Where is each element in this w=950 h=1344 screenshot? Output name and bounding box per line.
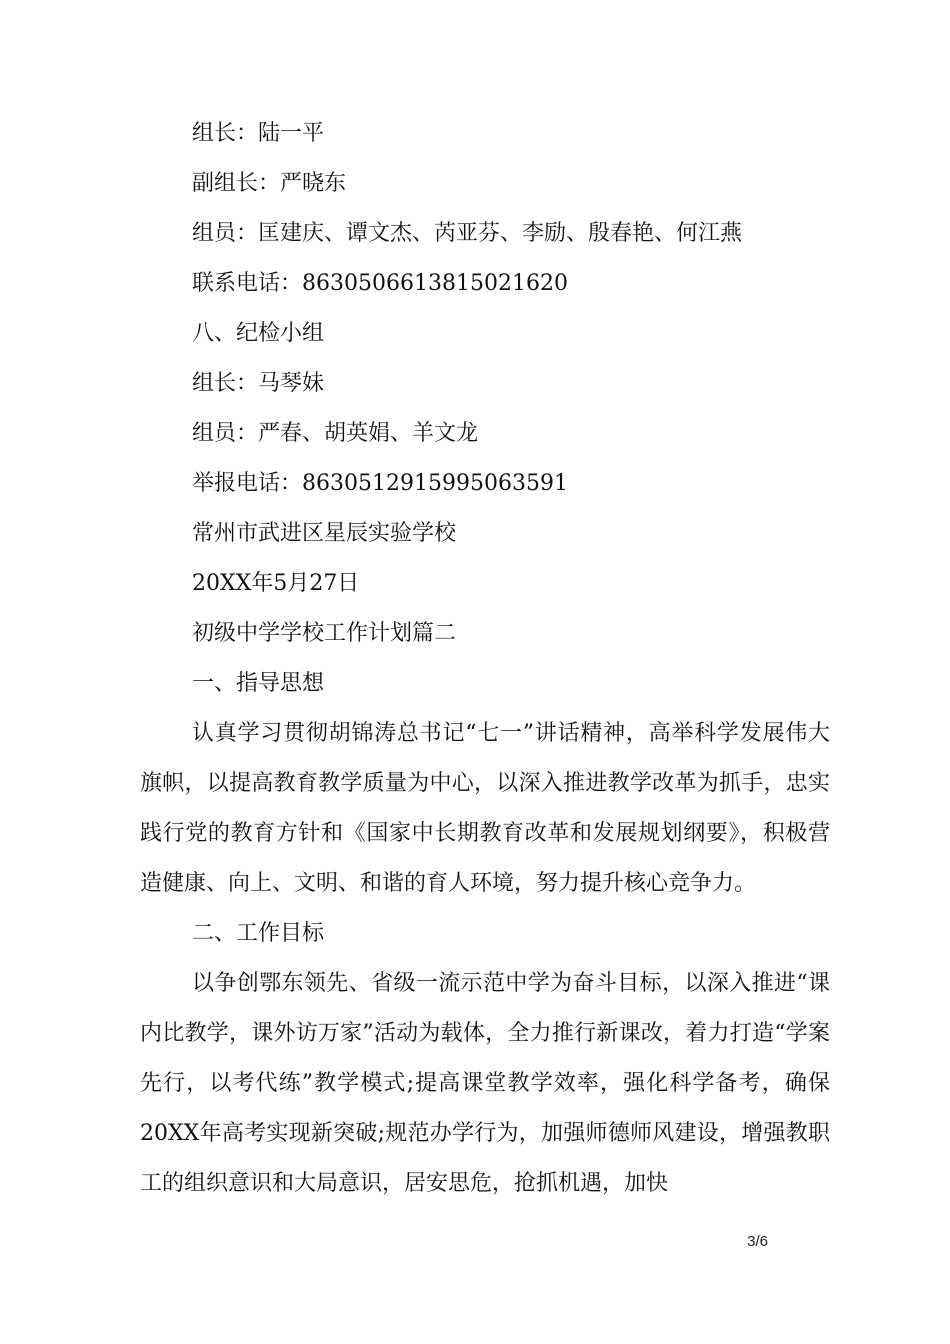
school-name-line: 常州市武进区星辰实验学校 bbox=[192, 521, 457, 546]
section-heading-work-goals: 二、工作目标 bbox=[192, 921, 325, 946]
deputy-leader-line: 副组长：严晓东 bbox=[192, 171, 347, 196]
section-heading-eight: 八、纪检小组 bbox=[192, 321, 325, 346]
work-goals-paragraph: 以争创鄂东领先、省级一流示范中学为奋斗目标，以深入推进“课内比教学，课外访万家”活动为载体，全力推行新课改，着力打造“学案先行，以考代练”教学模式;提高课堂教学效率，强化科学备考，确保20XX年高考实现新突破;规范办学行为，加强师德师风建设，增强教职工的组织意识和大局意识，居安思危，抢抓机遇，加快 bbox=[140, 971, 830, 1196]
date-line: 20XX年5月27日 bbox=[192, 571, 360, 596]
report-phone-line: 举报电话：8630512915995063591 bbox=[192, 471, 568, 496]
group-leader-line: 组长：陆一平 bbox=[192, 121, 325, 146]
page-number: 3/6 bbox=[747, 1233, 768, 1250]
guiding-ideology-paragraph: 认真学习贯彻胡锦涛总书记“七一”讲话精神，高举科学发展伟大旗帜，以提高教育教学质量为中心，以深入推进教学改革为抓手，忠实践行党的教育方针和《国家中长期教育改革和发展规划纲要》，积极营造健康、向上、文明、和谐的育人环境，努力提升核心竞争力。 bbox=[140, 721, 830, 896]
inspection-leader-line: 组长：马琴妹 bbox=[192, 371, 325, 396]
inspection-members-line: 组员：严春、胡英娟、羊文龙 bbox=[192, 421, 479, 446]
plan-title-line: 初级中学学校工作计划篇二 bbox=[192, 621, 457, 646]
section-heading-guiding-ideology: 一、指导思想 bbox=[192, 671, 325, 696]
members-line: 组员：匡建庆、谭文杰、芮亚芬、李励、殷春艳、何江燕 bbox=[192, 221, 743, 246]
contact-phone-line: 联系电话：8630506613815021620 bbox=[192, 271, 568, 296]
